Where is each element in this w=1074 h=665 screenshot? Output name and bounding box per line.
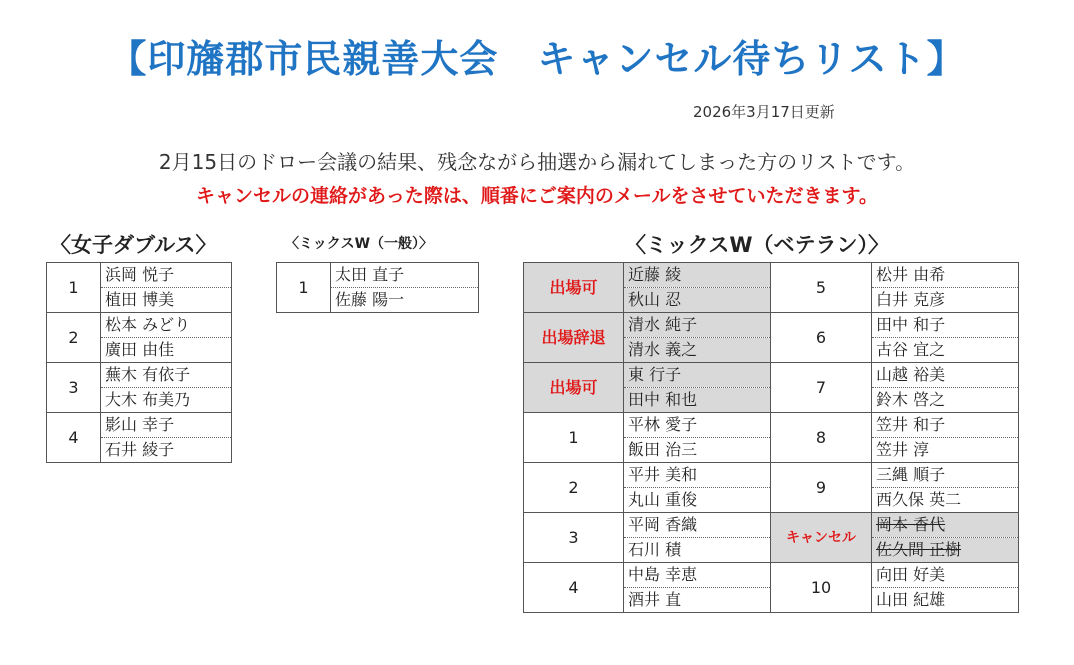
- player-name: 植田 博美: [101, 288, 232, 313]
- table-row: [524, 363, 1019, 388]
- pair-number: 9: [771, 463, 872, 513]
- cancellation-notice: キャンセルの連絡があった際は、順番にご案内のメールをさせていただきます。: [196, 185, 878, 207]
- player-name: 白井 克彦: [872, 288, 1019, 313]
- player-name: 山越 裕美: [872, 363, 1019, 388]
- pair-number: 2: [524, 463, 624, 513]
- player-name: 松井 由希: [872, 263, 1019, 288]
- player-name: 石井 綾子: [101, 438, 232, 463]
- status-badge: 出場可: [524, 263, 624, 313]
- player-name: 影山 幸子: [101, 413, 232, 438]
- pair-number: 5: [771, 263, 872, 313]
- pair-number: 1: [524, 413, 624, 463]
- player-name: 山田 紀雄: [872, 588, 1019, 613]
- player-name: 石川 積: [624, 538, 771, 563]
- mixed-general-title: 〈ミックスW（一般）〉: [285, 236, 434, 252]
- player-name: 三縄 順子: [872, 463, 1019, 488]
- mixed-veteran-table: [523, 262, 1019, 613]
- table-row: [47, 363, 232, 388]
- player-name: 太田 直子: [331, 263, 479, 288]
- pair-number: 4: [524, 563, 624, 613]
- player-name: 松本 みどり: [101, 313, 232, 338]
- player-name: 大木 布美乃: [101, 388, 232, 413]
- women-doubles-title: 〈女子ダブルス〉: [50, 233, 217, 257]
- player-name: 向田 好美: [872, 563, 1019, 588]
- player-name: 酒井 直: [624, 588, 771, 613]
- player-name: 浜岡 悦子: [101, 263, 232, 288]
- table-row: [524, 313, 1019, 338]
- mixed-veteran-title: 〈ミックスW（ベテラン）〉: [625, 233, 890, 257]
- player-name: 田中 和也: [624, 388, 771, 413]
- table-row: [524, 413, 1019, 438]
- table-row: [524, 563, 1019, 588]
- table-row: [524, 513, 1019, 538]
- player-name: 佐藤 陽一: [331, 288, 479, 313]
- player-name: 東 行子: [624, 363, 771, 388]
- player-name: 蕪木 有依子: [101, 363, 232, 388]
- player-name: 古谷 宜之: [872, 338, 1019, 363]
- player-name: 笠井 淳: [872, 438, 1019, 463]
- table-row: [47, 263, 232, 288]
- table-row: [47, 413, 232, 438]
- pair-number: 3: [524, 513, 624, 563]
- pair-number: 7: [771, 363, 872, 413]
- pair-number: 3: [47, 363, 101, 413]
- player-name: 平岡 香織: [624, 513, 771, 538]
- women-doubles-table: [46, 262, 232, 463]
- player-name: 平林 愛子: [624, 413, 771, 438]
- player-name: 丸山 重俊: [624, 488, 771, 513]
- description-text: 2月15日のドロー会議の結果、残念ながら抽選から漏れてしまった方のリストです。: [158, 150, 916, 174]
- player-name: 飯田 治三: [624, 438, 771, 463]
- updated-date: 2026年3月17日更新: [693, 103, 835, 121]
- pair-number: 1: [47, 263, 101, 313]
- player-name: 佐久間 正樹: [872, 538, 1019, 563]
- player-name: 平井 美和: [624, 463, 771, 488]
- player-name: 清水 純子: [624, 313, 771, 338]
- table-row: [524, 463, 1019, 488]
- status-badge: 出場可: [524, 363, 624, 413]
- pair-number: 2: [47, 313, 101, 363]
- mixed-general-table: [276, 262, 479, 313]
- status-badge: 出場辞退: [524, 313, 624, 363]
- player-name: 廣田 由佳: [101, 338, 232, 363]
- player-name: 近藤 綾: [624, 263, 771, 288]
- player-name: 岡本 香代: [872, 513, 1019, 538]
- player-name: 中島 幸恵: [624, 563, 771, 588]
- player-name: 笠井 和子: [872, 413, 1019, 438]
- table-row: [524, 263, 1019, 288]
- player-name: 秋山 忍: [624, 288, 771, 313]
- status-badge: キャンセル: [771, 513, 872, 563]
- pair-number: 4: [47, 413, 101, 463]
- pair-number: 6: [771, 313, 872, 363]
- pair-number: 8: [771, 413, 872, 463]
- player-name: 鈴木 啓之: [872, 388, 1019, 413]
- player-name: 清水 義之: [624, 338, 771, 363]
- table-row: [277, 263, 479, 288]
- table-row: [47, 313, 232, 338]
- pair-number: 1: [277, 263, 331, 313]
- page-title: 【印旛郡市民親善大会 キャンセル待ちリスト】: [108, 37, 966, 81]
- player-name: 田中 和子: [872, 313, 1019, 338]
- player-name: 西久保 英二: [872, 488, 1019, 513]
- pair-number: 10: [771, 563, 872, 613]
